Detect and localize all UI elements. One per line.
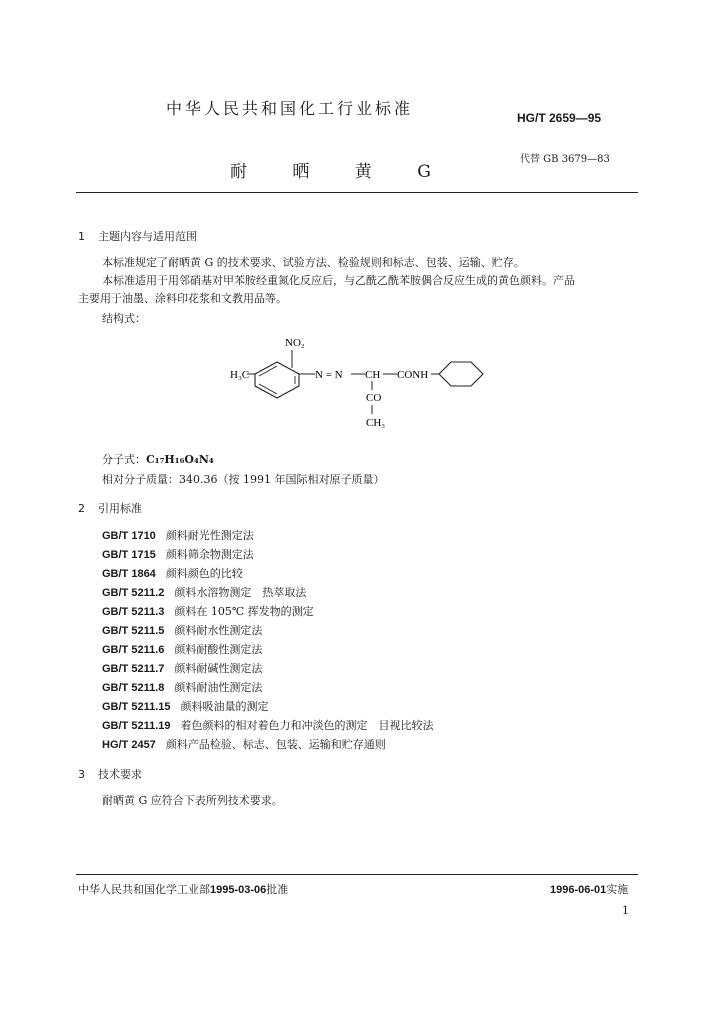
- section-1-heading: [78, 228, 197, 244]
- standard-name: 颜料耐油性测定法: [174, 681, 263, 694]
- standard-name: 颜料水溶物测定 热萃取法: [174, 586, 307, 599]
- standard-code: GB/T 1710: [102, 530, 156, 542]
- standard-row: [102, 698, 269, 714]
- structure-label: 结构式：: [102, 312, 146, 325]
- standard-row: [102, 679, 262, 695]
- section-title: 技术要求: [98, 768, 142, 781]
- approval-line: [78, 881, 288, 897]
- footer-rule: [76, 874, 638, 875]
- group-no2: NO₂: [285, 337, 305, 349]
- standard-name: 颜料耐碱性测定法: [174, 662, 263, 675]
- section-title: 引用标准: [98, 502, 142, 515]
- mass-value: 340.36（按 1991 年国际相对原子质量）: [179, 473, 385, 486]
- implementation-date: 1996-06-01: [550, 884, 607, 896]
- standard-name: 颜料耐酸性测定法: [174, 643, 263, 656]
- replaces-standard: 代替 GB 3679—83: [520, 154, 610, 165]
- section-1-para-1: 本标准规定了耐晒黄 G 的技术要求、试验方法、检验规则和标志、包装、运输、贮存。: [102, 256, 525, 269]
- standard-name: 颜料耐光性测定法: [165, 529, 254, 542]
- section-2-heading: [78, 500, 142, 516]
- section-3-para: 耐晒黄 G 应符合下表所列技术要求。: [102, 794, 283, 807]
- standard-row: [102, 622, 262, 638]
- standard-row: [102, 527, 254, 543]
- standard-name: 颜料颜色的比较: [165, 567, 243, 580]
- standard-row: [102, 584, 306, 600]
- standard-code: GB/T 5211.6: [102, 644, 165, 656]
- standard-code: GB/T 5211.3: [102, 606, 165, 618]
- standard-code: HG/T 2457: [102, 739, 156, 751]
- section-title: 主题内容与适用范围: [98, 230, 197, 243]
- standard-name: 颜料耐水性测定法: [174, 624, 263, 637]
- mass-label: 相对分子质量：: [102, 473, 179, 486]
- standard-code: GB/T 1715: [102, 549, 156, 561]
- molecular-formula: [102, 451, 214, 469]
- standard-name: 颜料吸油量的测定: [180, 700, 269, 713]
- standard-row: [102, 736, 386, 752]
- issuing-authority: 中华人民共和国化工行业标准: [166, 99, 414, 118]
- standard-code: GB/T 5211.2: [102, 587, 165, 599]
- group-conh: CONH: [397, 369, 429, 381]
- standard-code: GB/T 5211.15: [102, 701, 171, 713]
- standard-row: [102, 660, 262, 676]
- approval-date: 1995-03-06: [210, 884, 267, 896]
- standard-code: GB/T 5211.19: [102, 720, 171, 732]
- section-3-heading: [78, 766, 142, 782]
- section-number: 1: [78, 230, 85, 243]
- group-ch: CH: [365, 369, 381, 381]
- group-ch3: CH₃: [366, 417, 386, 429]
- standard-code: GB/T 5211.5: [102, 625, 165, 637]
- standard-name: 颜料在 105℃ 挥发物的测定: [174, 605, 314, 618]
- document-title: 耐 晒 黄 G: [230, 162, 451, 182]
- structural-formula: [225, 326, 495, 434]
- approval-suffix: 批准: [266, 883, 289, 896]
- standard-code: GB/T 5211.7: [102, 663, 165, 675]
- standard-code: GB/T 5211.8: [102, 682, 165, 694]
- standard-name: 颜料产品检验、标志、包装、运输和贮存通则: [165, 738, 386, 751]
- standard-code: HG/T 2659—95: [517, 111, 602, 125]
- section-number: 2: [78, 502, 85, 515]
- standard-row: [102, 641, 262, 657]
- implementation-suffix: 实施: [606, 883, 629, 896]
- section-1-para-2-line-2: 主要用于油墨、涂料印花浆和文教用品等。: [78, 292, 287, 305]
- standard-row: [102, 717, 434, 733]
- standard-name: 颜料筛余物测定法: [165, 548, 254, 561]
- formula-label: 分子式：: [102, 453, 146, 466]
- section-number: 3: [78, 768, 85, 781]
- standard-row: [102, 546, 254, 562]
- molecular-mass: [102, 471, 384, 489]
- group-azo: N = N: [315, 369, 343, 381]
- formula-value: C₁₇H₁₆O₄N₄: [146, 453, 214, 466]
- standard-name: 着色颜料的相对着色力和冲淡色的测定 目视比较法: [180, 719, 434, 732]
- page-number: 1: [622, 904, 629, 917]
- implementation-line: [550, 881, 628, 897]
- approval-org: 中华人民共和国化学工业部: [78, 883, 210, 896]
- standard-code: GB/T 1864: [102, 568, 156, 580]
- group-h3c: H₃C: [230, 369, 250, 381]
- standard-row: [102, 565, 243, 581]
- benzene-ring-right: [439, 362, 483, 386]
- group-co: CO: [366, 392, 382, 404]
- standard-row: [102, 603, 314, 619]
- section-1-para-2-line-1: 本标准适用于用邻硝基对甲苯胺经重氮化反应后，与乙酰乙酰苯胺偶合反应生成的黄色颜料。产品: [102, 274, 575, 287]
- header-rule: [76, 192, 638, 193]
